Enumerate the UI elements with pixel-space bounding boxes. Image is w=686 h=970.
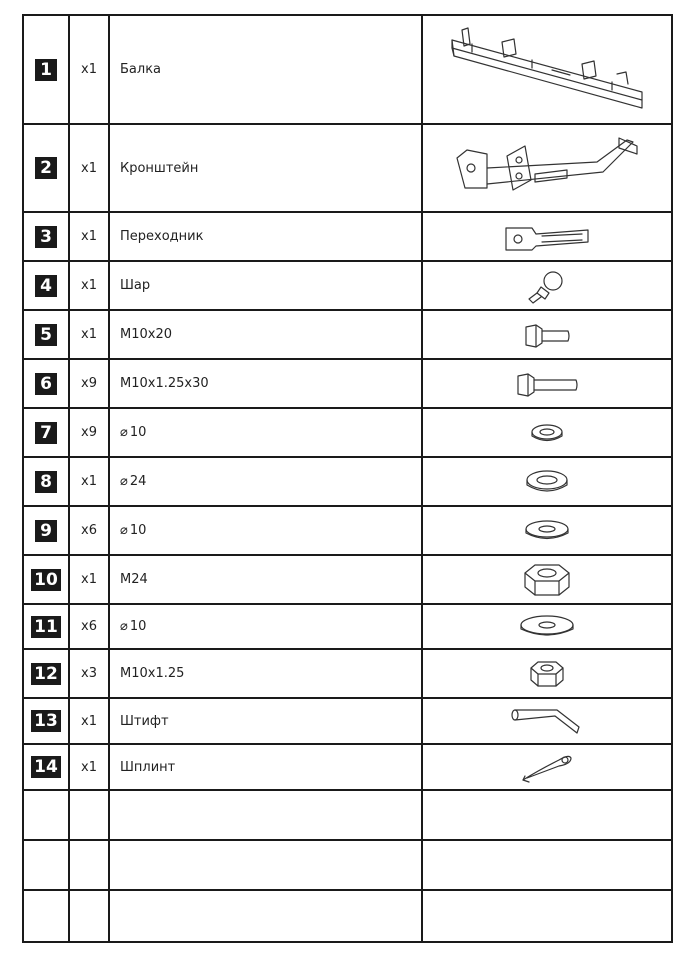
- quantity: x1: [69, 212, 109, 261]
- part-number-badge: 11: [31, 616, 61, 638]
- pin-icon: [422, 698, 672, 744]
- parts-table: [22, 14, 673, 943]
- quantity: x9: [69, 359, 109, 408]
- part-number-badge: 9: [35, 520, 57, 542]
- table-row: [23, 408, 672, 457]
- wide-washer-icon: [422, 604, 672, 649]
- empty-row: [23, 890, 672, 942]
- quantity: x1: [69, 261, 109, 310]
- part-number-badge: 13: [31, 710, 61, 732]
- part-name: M10x1.25: [109, 649, 422, 698]
- part-number-badge: 2: [35, 157, 57, 179]
- large-spring-washer-icon: [422, 457, 672, 506]
- part-number-badge: 3: [35, 226, 57, 248]
- part-number-badge: 8: [35, 471, 57, 493]
- quantity: x9: [69, 408, 109, 457]
- spring-washer-icon: [422, 408, 672, 457]
- quantity: x3: [69, 649, 109, 698]
- quantity: x6: [69, 604, 109, 649]
- bracket-icon: [422, 124, 672, 212]
- part-name: 24: [129, 474, 147, 489]
- ball-icon: [422, 261, 672, 310]
- empty-row: [23, 790, 672, 840]
- table-row: [23, 744, 672, 790]
- part-number-badge: 7: [35, 422, 57, 444]
- part-number-badge: 12: [31, 663, 61, 685]
- part-number-badge: 5: [35, 324, 57, 346]
- beam-icon: [422, 15, 672, 124]
- table-row: [23, 604, 672, 649]
- part-name: Переходник: [109, 212, 422, 261]
- empty-row: [23, 840, 672, 890]
- quantity: x1: [69, 310, 109, 359]
- table-row: [23, 506, 672, 555]
- table-row: [23, 555, 672, 604]
- diameter-symbol: ⌀: [120, 523, 128, 538]
- table-row: [23, 698, 672, 744]
- cotter-pin-icon: [422, 744, 672, 790]
- part-number-badge: 6: [35, 373, 57, 395]
- part-number-badge: 1: [35, 59, 57, 81]
- table-row: [23, 649, 672, 698]
- nut-icon: [422, 649, 672, 698]
- quantity: x1: [69, 457, 109, 506]
- part-name: 10: [129, 523, 147, 538]
- table-row: [23, 261, 672, 310]
- short-bolt-icon: [422, 310, 672, 359]
- table-row: [23, 212, 672, 261]
- adapter-icon: [422, 212, 672, 261]
- table-row: [23, 359, 672, 408]
- part-name: M24: [109, 555, 422, 604]
- large-nut-icon: [422, 555, 672, 604]
- part-number-badge: 14: [31, 756, 61, 778]
- diameter-symbol: ⌀: [120, 425, 128, 440]
- part-name: 10: [129, 425, 147, 440]
- part-name: Балка: [109, 15, 422, 124]
- part-name: M10x20: [109, 310, 422, 359]
- part-name: Штифт: [109, 698, 422, 744]
- part-name: 10: [129, 619, 147, 634]
- diameter-symbol: ⌀: [120, 474, 128, 489]
- quantity: x1: [69, 124, 109, 212]
- part-number-badge: 10: [31, 569, 61, 591]
- part-name: Кронштейн: [109, 124, 422, 212]
- table-row: [23, 124, 672, 212]
- table-row: [23, 310, 672, 359]
- quantity: x1: [69, 698, 109, 744]
- diameter-symbol: ⌀: [120, 619, 128, 634]
- part-number-badge: 4: [35, 275, 57, 297]
- quantity: x1: [69, 15, 109, 124]
- flat-washer-icon: [422, 506, 672, 555]
- table-row: [23, 457, 672, 506]
- part-name: Шплинт: [109, 744, 422, 790]
- part-name: Шар: [109, 261, 422, 310]
- quantity: x1: [69, 744, 109, 790]
- part-name: M10x1.25x30: [109, 359, 422, 408]
- long-bolt-icon: [422, 359, 672, 408]
- table-row: [23, 15, 672, 124]
- quantity: x1: [69, 555, 109, 604]
- quantity: x6: [69, 506, 109, 555]
